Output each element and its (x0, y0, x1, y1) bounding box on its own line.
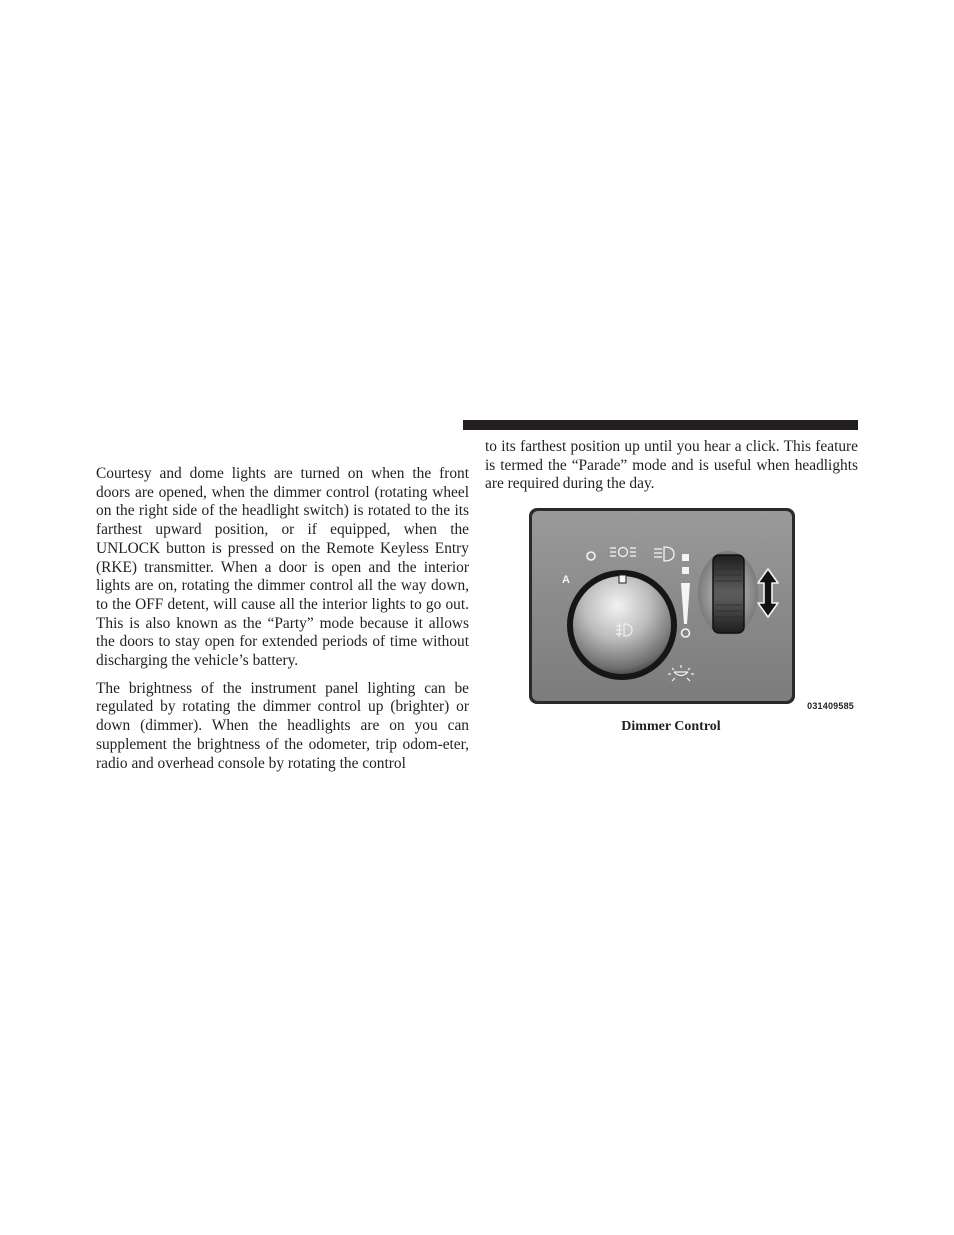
headlight-dial (573, 576, 671, 674)
section-rule (463, 420, 858, 430)
figure-code: 031409585 (807, 701, 854, 711)
paragraph-instrument-brightness: The brightness of the instrument panel lighting can be regulated by rotating the dimmer control up (brighter) or down (dimmer). When the headlights are on you can supplement the brightness of the odometer, trip odom-eter, radio and overhead console by rotating the control (96, 679, 469, 772)
paragraph-parade-mode: to its farthest position up until you hear a click. This feature is termed the “Parade” mode and is useful when headlights are required during the day. (485, 438, 858, 493)
dimmer-control-illustration (528, 507, 858, 711)
dimmer-top-mark (682, 554, 689, 561)
figure-caption: Dimmer Control (621, 719, 721, 734)
right-column (485, 438, 858, 503)
dimmer-wheel (713, 555, 744, 633)
paragraph-courtesy-lights: Courtesy and dome lights are turned on when the front doors are opened, when the dimmer control (rotating wheel on the right side of the headlight switch) is rotated to the its farthest upward position, or if equipped, when the UNLOCK button is pressed on the Remote Keyless Entry (RKE) transmitter. When a door is open and the interior lights are on, rotating the dimmer control all the way down, to the OFF detent, will cause all the interior lights to go out. This is also known as the “Party” mode because it allows the doors to stay open for extended periods of time without discharging the vehicle’s battery. (96, 465, 469, 670)
auto-headlight-label: A (562, 574, 570, 586)
left-column (96, 465, 469, 782)
dial-indicator (619, 575, 626, 583)
headlight-switch-graphic (528, 507, 858, 711)
dimmer-mid-mark (682, 567, 689, 574)
